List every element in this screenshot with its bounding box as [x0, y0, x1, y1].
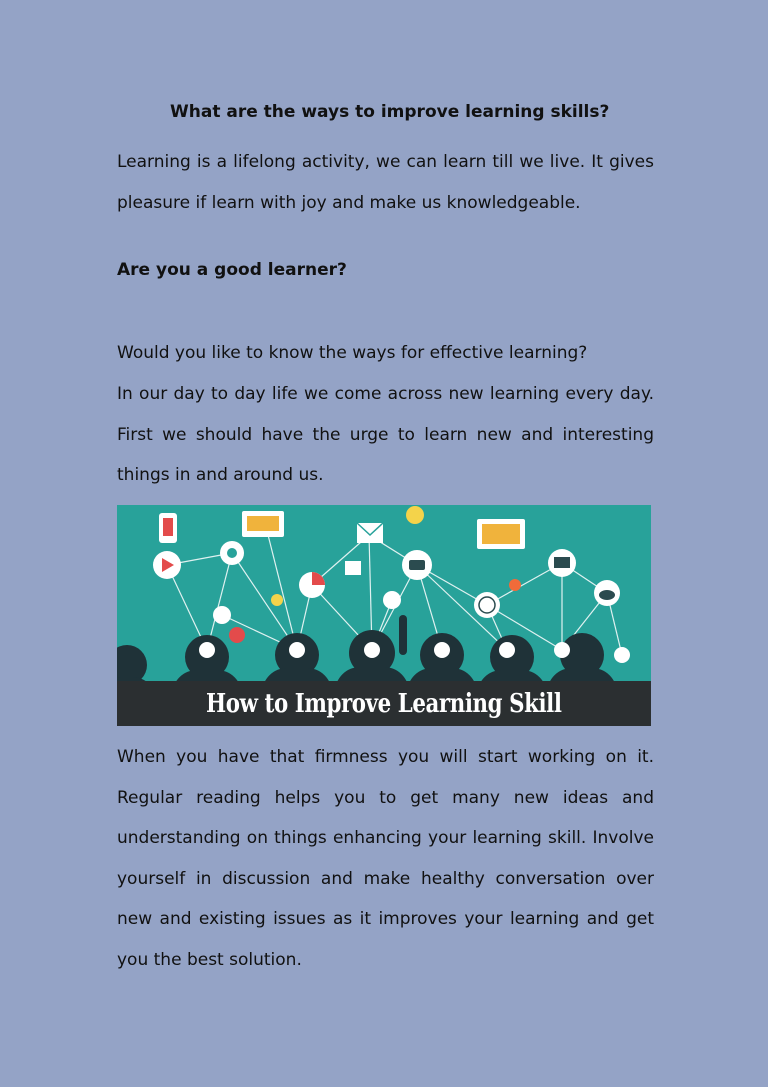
section-heading: Are you a good learner?	[117, 260, 347, 280]
learning-skill-illustration	[117, 505, 651, 726]
question-line: Would you like to know the ways for effective learning?	[117, 343, 588, 363]
pencil-icon	[271, 594, 283, 606]
caption-band	[117, 681, 651, 726]
search-icon	[383, 591, 401, 609]
intro-paragraph: Learning is a lifelong activity, we can learn till we live. It gives pleasure if learn with joy and make us knowledgeable.	[117, 152, 654, 213]
speech-icon	[229, 627, 245, 643]
globe-icon	[474, 592, 500, 618]
key-icon	[213, 606, 231, 624]
figure-caption: How to Improve Learning Skill	[206, 688, 562, 719]
day-to-day-paragraph: In our day to day life we come across new learning every day. First we should have the urge to learn new and interesting things in and around us.	[117, 384, 654, 485]
page-title: What are the ways to improve learning skills?	[170, 102, 610, 122]
firmness-paragraph: When you have that firmness you will start working on it. Regular reading helps you to get many new ideas and understanding on things enhancing your learning skill. Involve yourself in discussion and make healthy conversation over new and existing issues as it improves your learning and get you the best solution.	[117, 747, 654, 970]
bar-chart-icon	[345, 561, 361, 575]
small-gear-icon	[509, 579, 521, 591]
lightbulb-icon	[406, 506, 424, 524]
